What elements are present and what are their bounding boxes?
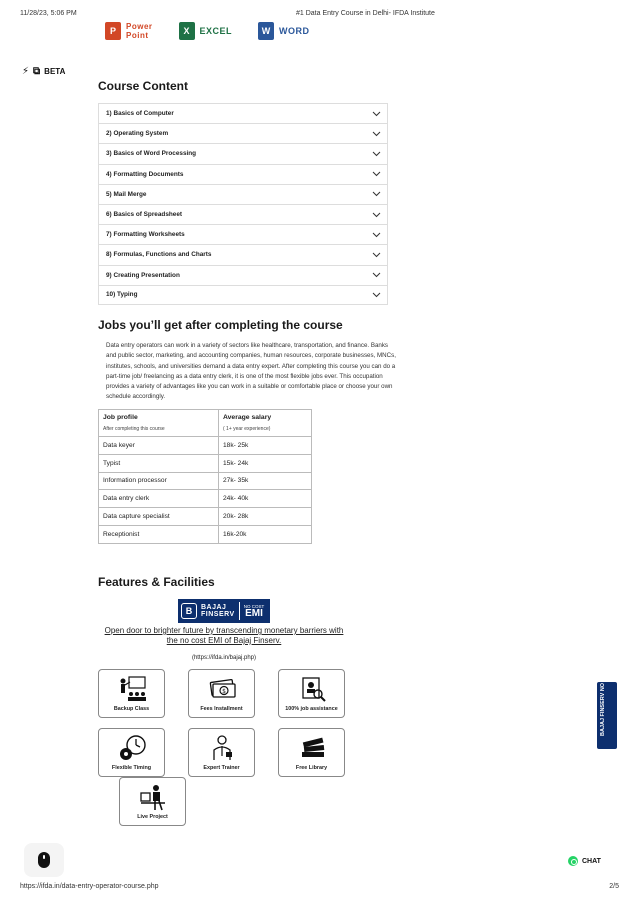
magic-wand-icon: ⚡ bbox=[22, 66, 30, 77]
chevron-down-icon bbox=[372, 111, 381, 117]
feature-label: Flexible Timing bbox=[111, 765, 152, 771]
excel-icon: X bbox=[179, 22, 195, 40]
print-page-title: #1 Data Entry Course in Delhi- IFDA Institute bbox=[296, 10, 435, 17]
table-row bbox=[99, 437, 312, 455]
table-row bbox=[99, 454, 312, 472]
job-profile-cell: Data capture specialist bbox=[99, 508, 219, 526]
jobs-paragraph: Data entry operators can work in a variety of sectors like healthcare, transportation, and finance. Banks and public sector, marketing, and accounting companies, human resources, corporate businesses, MNCs, institutes, schools, and universities demand a data entry expert. After completing this course you can do a part-time job/ freelancing as a data entry clerk, it is one of the most flexible jobs ever. This occupation provides a variety of advantages like you can work in a suitable or comfortable place or choose your own schedule accordingly. bbox=[106, 342, 396, 401]
powerpoint-logo: P Power Point bbox=[105, 22, 153, 40]
table-row bbox=[99, 508, 312, 526]
table-row bbox=[99, 472, 312, 490]
feature-card bbox=[119, 777, 186, 826]
print-url: https://ifda.in/data-entry-operator-course.php bbox=[20, 883, 159, 890]
table-row bbox=[99, 490, 312, 508]
external-link-icon: ⧉ bbox=[33, 66, 41, 77]
whatsapp-icon bbox=[568, 856, 578, 866]
feature-card bbox=[278, 728, 345, 777]
feature-card bbox=[188, 669, 255, 718]
table-header-row bbox=[99, 410, 312, 437]
chevron-down-icon bbox=[372, 232, 381, 238]
accordion-item[interactable] bbox=[98, 244, 388, 264]
chevron-down-icon bbox=[372, 212, 381, 218]
chat-label: CHAT bbox=[582, 857, 601, 865]
chevron-down-icon bbox=[372, 252, 381, 258]
chat-button[interactable] bbox=[568, 856, 601, 866]
print-page-number: 2/5 bbox=[609, 883, 619, 890]
accordion-item-label: 2) Operating System bbox=[106, 130, 169, 138]
feature-label: Free Library bbox=[295, 765, 328, 771]
accordion-item[interactable] bbox=[98, 103, 388, 123]
bajaj-logo-icon: B bbox=[181, 603, 197, 619]
print-datetime: 11/28/23, 5:06 PM bbox=[20, 10, 77, 17]
bajaj-emi-banner[interactable]: B BAJAJ FINSERV NO COST EMI bbox=[178, 599, 270, 623]
accordion-item-label: 3) Basics of Word Processing bbox=[106, 150, 197, 158]
features-title: Features & Facilities bbox=[98, 575, 215, 589]
accordion-item-label: 8) Formulas, Functions and Charts bbox=[106, 251, 212, 259]
feature-card bbox=[98, 728, 165, 777]
powerpoint-icon: P bbox=[105, 22, 121, 40]
course-content-title: Course Content bbox=[98, 79, 188, 93]
chevron-down-icon bbox=[372, 272, 381, 278]
salary-table bbox=[98, 409, 312, 544]
salary-cell: 27k- 35k bbox=[219, 472, 312, 490]
scroll-mouse-button[interactable] bbox=[24, 843, 64, 877]
job-profile-header: Job profile After completing this course bbox=[99, 410, 219, 437]
beta-button[interactable] bbox=[22, 66, 65, 77]
salary-cell: 15k- 24k bbox=[219, 454, 312, 472]
job-profile-cell: Data keyer bbox=[99, 437, 219, 455]
accordion-item[interactable] bbox=[98, 204, 388, 224]
office-logos bbox=[105, 20, 336, 42]
chevron-down-icon bbox=[372, 151, 381, 157]
job-profile-cell: Receptionist bbox=[99, 525, 219, 543]
side-emi-badge[interactable]: BAJAJ FINSERV NO COST EMI bbox=[597, 682, 617, 749]
salary-cell: 24k- 40k bbox=[219, 490, 312, 508]
word-logo: W WORD bbox=[258, 22, 310, 40]
feature-label: Expert Trainer bbox=[203, 765, 240, 771]
accordion-item[interactable] bbox=[98, 123, 388, 143]
accordion-item[interactable] bbox=[98, 224, 388, 244]
chevron-down-icon bbox=[372, 171, 381, 177]
accordion-item[interactable] bbox=[98, 143, 388, 163]
accordion-item-label: 9) Creating Presentation bbox=[106, 271, 180, 279]
job-profile-cell: Typist bbox=[99, 454, 219, 472]
bajaj-emi-link[interactable]: Open door to brighter future by transcending monetary barriers with the no cost EMI of Bajaj Finserv. bbox=[104, 626, 344, 645]
accordion-item-label: 5) Mail Merge bbox=[106, 190, 147, 198]
salary-cell: 16k-20k bbox=[219, 525, 312, 543]
feature-label: Live Project bbox=[137, 814, 168, 820]
job-profile-cell: Information processor bbox=[99, 472, 219, 490]
salary-cell: 18k- 25k bbox=[219, 437, 312, 455]
feature-card bbox=[278, 669, 345, 718]
chevron-down-icon bbox=[372, 191, 381, 197]
beta-label: BETA bbox=[44, 67, 66, 76]
average-salary-header: Average salary ( 1+ year experience) bbox=[219, 410, 312, 437]
svg-text:$: $ bbox=[221, 688, 226, 695]
accordion-item[interactable] bbox=[98, 184, 388, 204]
accordion-item[interactable] bbox=[98, 285, 388, 305]
chevron-down-icon bbox=[372, 131, 381, 137]
books-icon bbox=[297, 734, 327, 762]
accordion-item[interactable] bbox=[98, 265, 388, 285]
word-icon: W bbox=[258, 22, 274, 40]
accordion-item-label: 7) Formatting Worksheets bbox=[106, 231, 185, 239]
feature-label: Backup Class bbox=[113, 706, 150, 712]
accordion-item-label: 1) Basics of Computer bbox=[106, 110, 174, 118]
job-search-icon bbox=[297, 675, 327, 703]
course-accordion bbox=[98, 103, 388, 305]
accordion-item-label: 10) Typing bbox=[106, 291, 138, 299]
trainer-icon bbox=[207, 734, 237, 762]
classroom-icon bbox=[117, 675, 147, 703]
salary-cell: 20k- 28k bbox=[219, 508, 312, 526]
feature-card bbox=[188, 728, 255, 777]
bajaj-url[interactable]: (https://ifda.in/bajaj.php) bbox=[191, 655, 257, 661]
excel-logo: X EXCEL bbox=[179, 22, 233, 40]
feature-label: 100% job assistance bbox=[285, 706, 338, 712]
mouse-icon bbox=[37, 851, 51, 869]
jobs-title: Jobs you’ll get after completing the course bbox=[98, 318, 343, 332]
job-profile-cell: Data entry clerk bbox=[99, 490, 219, 508]
feature-card bbox=[98, 669, 165, 718]
chevron-down-icon bbox=[372, 292, 381, 298]
computer-user-icon bbox=[138, 783, 168, 811]
money-icon bbox=[207, 675, 237, 703]
table-row bbox=[99, 525, 312, 543]
feature-label: Fees Installment bbox=[200, 706, 243, 712]
clock-gear-icon bbox=[117, 734, 147, 762]
accordion-item[interactable] bbox=[98, 164, 388, 184]
accordion-item-label: 6) Basics of Spreadsheet bbox=[106, 211, 183, 219]
accordion-item-label: 4) Formatting Documents bbox=[106, 170, 184, 178]
